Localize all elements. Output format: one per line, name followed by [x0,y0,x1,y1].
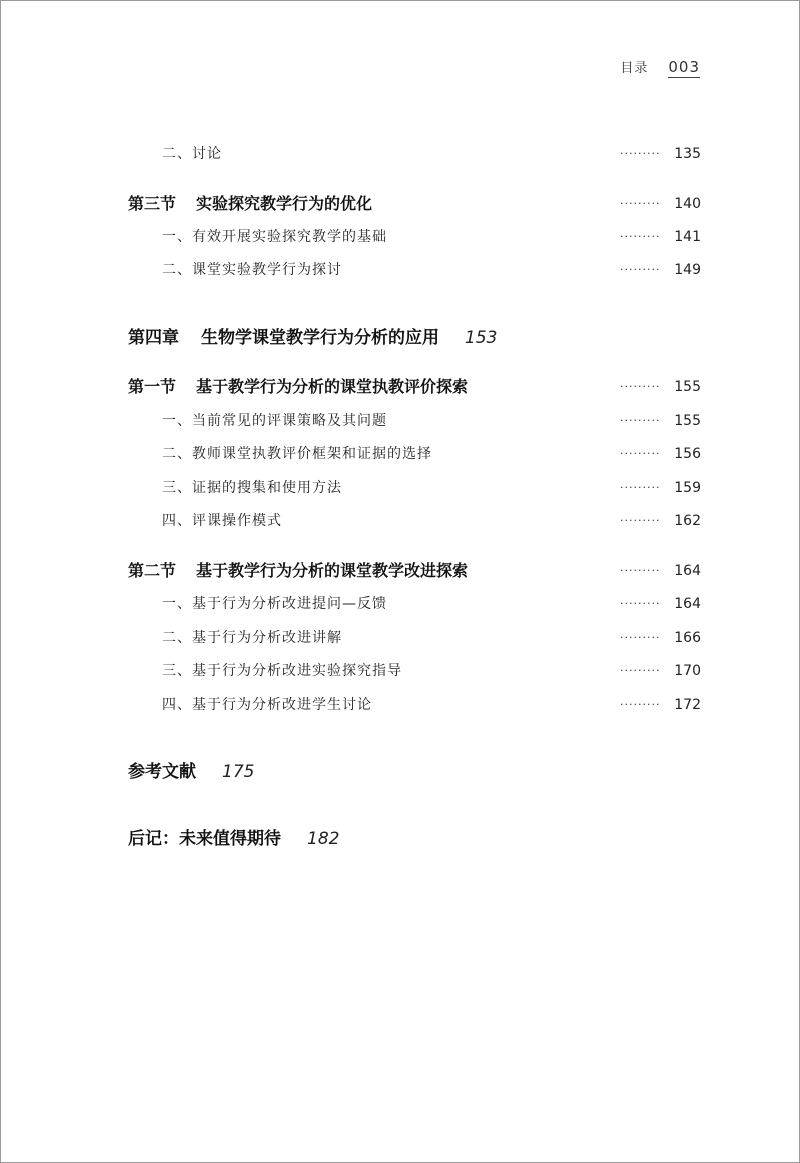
toc-section-entry[interactable] [0,558,800,584]
toc-entry-title: 一、有效开展实验探究教学的基础 [162,229,387,245]
toc-section-title [128,558,468,584]
toc-entry-page: 162 [674,513,701,529]
section-name: 基于教学行为分析的课堂教学改进探索 [196,561,469,580]
dot-leader: ········· [620,698,661,711]
toc-entry-page: 141 [674,229,701,245]
dot-leader: ········· [620,197,661,210]
toc-entry[interactable] [0,257,800,283]
toc-entry-page: 166 [674,630,701,646]
section-name: 基于教学行为分析的课堂执教评价探索 [196,377,469,396]
toc-entry-page: 140 [674,196,701,212]
toc-entry[interactable] [0,508,800,534]
toc-entry-title: 三、证据的搜集和使用方法 [162,480,342,496]
dot-leader: ········· [620,147,661,160]
references-name: 参考文献 [128,762,196,782]
toc-entry[interactable] [0,625,800,651]
toc-entry[interactable] [0,475,800,501]
toc-entry[interactable] [0,408,800,434]
toc-chapter-title [128,325,497,351]
toc-entry-page: 156 [674,446,701,462]
dot-leader: ········· [620,631,661,644]
toc-entry[interactable] [0,692,800,718]
toc-entry-title: 二、基于行为分析改进讲解 [162,630,342,646]
toc-section-entry[interactable] [0,191,800,217]
dot-leader: ········· [620,664,661,677]
toc-entry-page: 155 [674,413,701,429]
references-page: 175 [222,762,255,782]
toc-entry-title: 四、基于行为分析改进学生讨论 [162,697,372,713]
toc-entry-title: 四、评课操作模式 [162,513,282,529]
section-name: 实验探究教学行为的优化 [196,194,373,213]
toc-entry-page: 159 [674,480,701,496]
running-head-page-number: 003 [668,58,700,76]
toc-entry-page: 149 [674,262,701,278]
dot-leader: ········· [620,380,661,393]
chapter-page: 153 [465,328,498,348]
toc-entry-title: 一、基于行为分析改进提问—反馈 [162,596,387,612]
toc-section-entry[interactable] [0,374,800,400]
chapter-number: 第四章 [128,328,179,348]
toc-entry-title: 三、基于行为分析改进实验探究指导 [162,663,402,679]
toc-entry-page: 170 [674,663,701,679]
dot-leader: ········· [620,447,661,460]
toc-entry-page: 164 [674,563,701,579]
toc-references-entry[interactable] [0,759,800,785]
toc-entry[interactable] [0,441,800,467]
toc-entry-page: 155 [674,379,701,395]
toc-entry[interactable] [0,141,800,167]
afterword-page: 182 [307,829,340,849]
dot-leader: ········· [620,481,661,494]
toc-entry-page: 135 [674,146,701,162]
dot-leader: ········· [620,230,661,243]
toc-entry[interactable] [0,658,800,684]
running-head [620,57,700,78]
toc-entry[interactable] [0,224,800,250]
toc-entry-page: 164 [674,596,701,612]
toc-afterword-title [128,826,339,852]
toc-entry-page: 172 [674,697,701,713]
toc-section-title [128,374,468,400]
toc-entry-title: 二、讨论 [162,146,222,162]
toc-entry-title: 二、课堂实验教学行为探讨 [162,262,342,278]
section-number: 第一节 [128,377,177,396]
toc-section-title [128,191,372,217]
toc-entry-title: 一、当前常见的评课策略及其问题 [162,413,387,429]
toc-references-title [128,759,254,785]
running-head-label: 目录 [620,61,649,76]
toc-chapter-entry[interactable] [0,325,800,351]
dot-leader: ········· [620,597,661,610]
afterword-name: 后记：未来值得期待 [128,829,281,849]
chapter-name: 生物学课堂教学行为分析的应用 [201,328,439,348]
dot-leader: ········· [620,263,661,276]
toc-entry-title: 二、教师课堂执教评价框架和证据的选择 [162,446,432,462]
dot-leader: ········· [620,414,661,427]
section-number: 第二节 [128,561,177,580]
toc-afterword-entry[interactable] [0,826,800,852]
dot-leader: ········· [620,514,661,527]
toc-entry[interactable] [0,591,800,617]
dot-leader: ········· [620,564,661,577]
section-number: 第三节 [128,194,177,213]
